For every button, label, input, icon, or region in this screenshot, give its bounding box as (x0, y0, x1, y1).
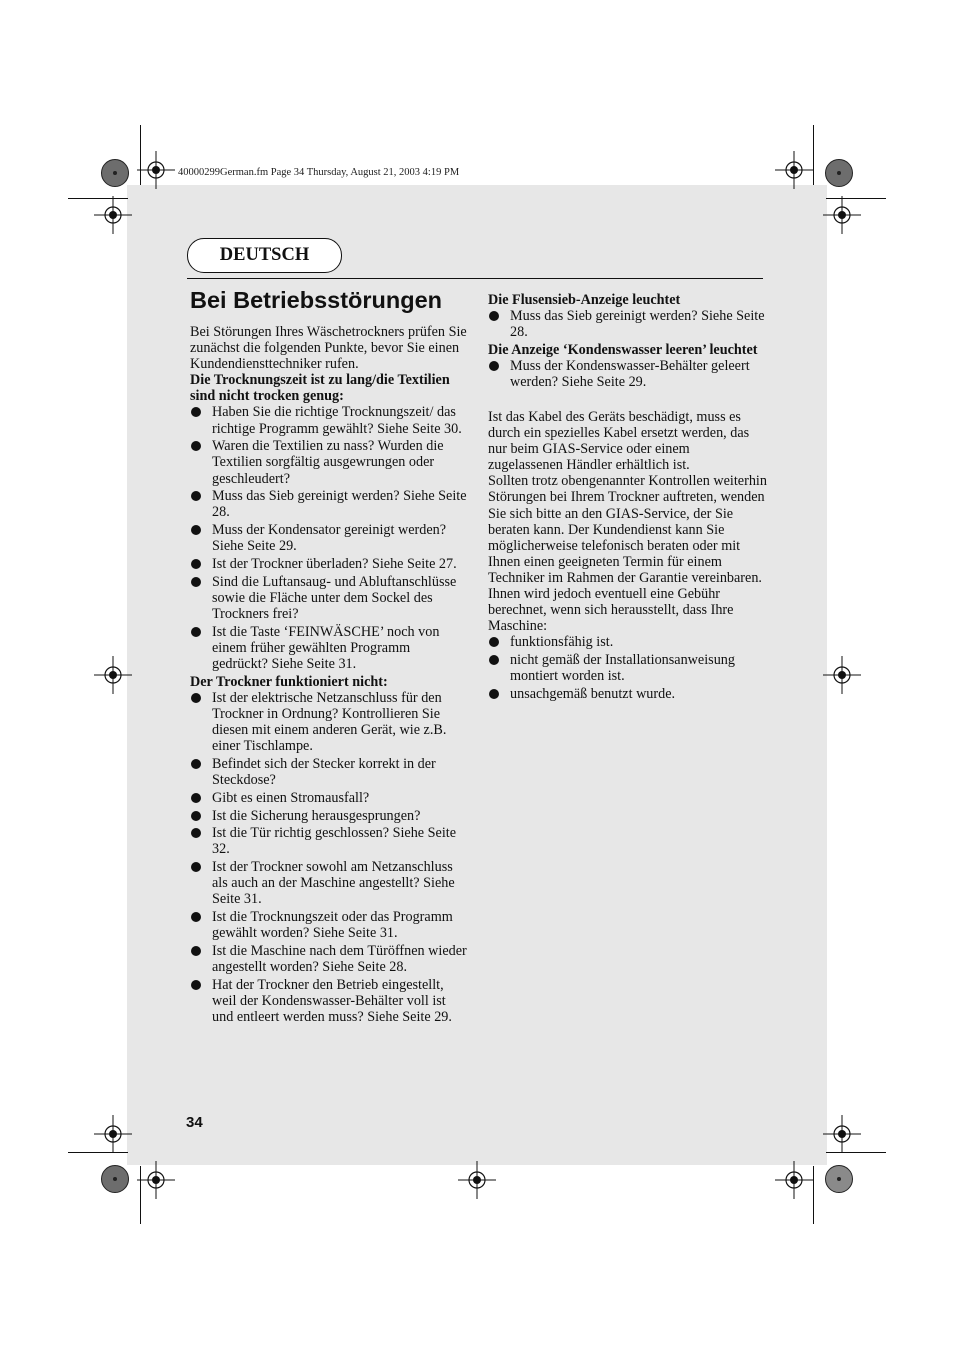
list-item: Hat der Trockner den Betrieb eingestellt, weil der Kondenswasser-Behälter voll ist und entleert werden muss? Siehe Seite 29. (190, 977, 468, 1025)
fee-conditions-list (488, 634, 768, 702)
registration-crosshair-icon (137, 151, 175, 189)
intro-paragraph: Bei Störungen Ihres Wäschetrockners prüfen Sie zunächst die folgenden Punkte, bevor Sie einen Kundendiensttechniker rufen. (190, 324, 467, 373)
star-target-icon (824, 1164, 854, 1194)
bullet-icon (191, 811, 201, 821)
not-working-checklist (190, 690, 468, 1025)
language-tab (187, 238, 342, 273)
registration-crosshair-icon (775, 1161, 813, 1199)
bullet-icon (191, 407, 201, 417)
registration-crosshair-icon (823, 656, 861, 694)
registration-crosshair-icon (94, 196, 132, 234)
list-item: Muss das Sieb gereinigt werden? Siehe Seite 28. (190, 488, 468, 520)
lint-filter-checklist (488, 308, 768, 340)
drying-time-checklist (190, 404, 468, 672)
bullet-icon (191, 627, 201, 637)
section-heading-not-working: Der Trockner funktioniert nicht: (190, 673, 388, 690)
section-heading-condensate: Die Anzeige ‘Kondenswasser leeren’ leuchtet (488, 341, 758, 358)
registration-crosshair-icon (94, 656, 132, 694)
section-heading-drying-time: Die Trocknungszeit ist zu lang/die Textilien sind nicht trocken genug: (190, 372, 450, 405)
list-item: Muss der Kondenswasser-Behälter geleert werden? Siehe Seite 29. (488, 358, 768, 390)
list-item: Muss das Sieb gereinigt werden? Siehe Seite 28. (488, 308, 768, 340)
list-item: unsachgemäß benutzt wurde. (488, 686, 768, 702)
bullet-icon (191, 980, 201, 990)
list-item: Befindet sich der Stecker korrekt in der Steckdose? (190, 756, 468, 788)
list-item: Waren die Textilien zu nass? Wurden die Textilien sorgfältig ausgewrungen oder geschleudert? (190, 438, 468, 486)
list-item: Haben Sie die richtige Trocknungszeit/ das richtige Programm gewählt? Siehe Seite 30. (190, 404, 468, 436)
registration-crosshair-icon (775, 151, 813, 189)
list-item: Ist die Trocknungszeit oder das Programm gewählt worden? Siehe Seite 31. (190, 909, 468, 941)
language-label: DEUTSCH (219, 245, 310, 265)
bullet-icon (191, 491, 201, 501)
list-item: Gibt es einen Stromausfall? (190, 790, 468, 806)
bullet-icon (191, 693, 201, 703)
section-heading-lint-filter: Die Flusensieb-Anzeige leuchtet (488, 292, 681, 308)
page-number: 34 (186, 1114, 203, 1131)
bullet-icon (489, 655, 499, 665)
bullet-icon (489, 689, 499, 699)
list-item: Ist der elektrische Netzanschluss für den Trockner in Ordnung? Kontrollieren Sie diesen mit einem anderen Gerät, wie z.B. einer Tischlampe. (190, 690, 468, 754)
list-item: Ist die Sicherung herausgesprungen? (190, 808, 468, 824)
list-item: Muss der Kondensator gereinigt werden? Siehe Seite 29. (190, 522, 468, 554)
bullet-icon (191, 577, 201, 587)
bullet-icon (489, 637, 499, 647)
right-column (488, 292, 768, 704)
registration-crosshair-icon (458, 1161, 496, 1199)
list-item: Ist der Trockner überladen? Siehe Seite 27. (190, 556, 468, 572)
service-paragraph: Sollten trotz obengenannter Kontrollen weiterhin Störungen bei Ihrem Trockner auftreten, wenden Sie sich bitte an den GIAS-Service, der Sie beraten kann. Der Kundendienst kann Sie möglicherweise telefonisch beraten oder mit Ihnen einen geeigneten Termin für einem Techniker im Rahmen der Garantie vereinbaren. Ihnen wird jedoch eventuell eine Gebühr berechnet, wenn sich herausstellt, dass Ihre Maschine: (488, 473, 767, 635)
condensate-checklist (488, 358, 768, 390)
star-target-icon (100, 1164, 130, 1194)
registration-crosshair-icon (823, 196, 861, 234)
bullet-icon (191, 759, 201, 769)
list-item: Ist der Trockner sowohl am Netzanschluss als auch an der Maschine angestellt? Siehe Seite 31. (190, 859, 468, 907)
crop-line (813, 125, 814, 185)
bullet-icon (191, 525, 201, 535)
page-title: Bei Betriebsstörungen (190, 287, 443, 313)
bullet-icon (489, 311, 499, 321)
bullet-icon (191, 441, 201, 451)
cable-paragraph: Ist das Kabel des Geräts beschädigt, muss es durch ein spezielles Kabel ersetzt werden, das nur beim GIAS-Service oder einem zugelassenen Händler erhältlich ist. (488, 408, 750, 474)
print-header: 40000299German.fm Page 34 Thursday, August 21, 2003 4:19 PM (178, 167, 460, 178)
bullet-icon (191, 912, 201, 922)
header-rule (187, 278, 763, 279)
bullet-icon (489, 361, 499, 371)
list-item: Sind die Luftansaug- und Abluftanschlüsse sowie die Fläche unter dem Sockel des Trockners frei? (190, 574, 468, 622)
list-item: Ist die Maschine nach dem Türöffnen wieder angestellt worden? Siehe Seite 28. (190, 943, 468, 975)
crop-line (813, 1166, 814, 1224)
list-item: Ist die Tür richtig geschlossen? Siehe Seite 32. (190, 825, 468, 857)
bullet-icon (191, 559, 201, 569)
star-target-icon (100, 158, 130, 188)
left-column (190, 324, 468, 1027)
list-item: nicht gemäß der Installationsanweisung montiert worden ist. (488, 652, 768, 684)
registration-crosshair-icon (94, 1115, 132, 1153)
registration-crosshair-icon (823, 1115, 861, 1153)
bullet-icon (191, 828, 201, 838)
star-target-icon (824, 158, 854, 188)
registration-crosshair-icon (137, 1161, 175, 1199)
list-item: funktionsfähig ist. (488, 634, 768, 650)
bullet-icon (191, 946, 201, 956)
bullet-icon (191, 862, 201, 872)
list-item: Ist die Taste ‘FEINWÄSCHE’ noch von einem früher gewählten Programm gedrückt? Siehe Seite 31. (190, 624, 468, 672)
bullet-icon (191, 793, 201, 803)
